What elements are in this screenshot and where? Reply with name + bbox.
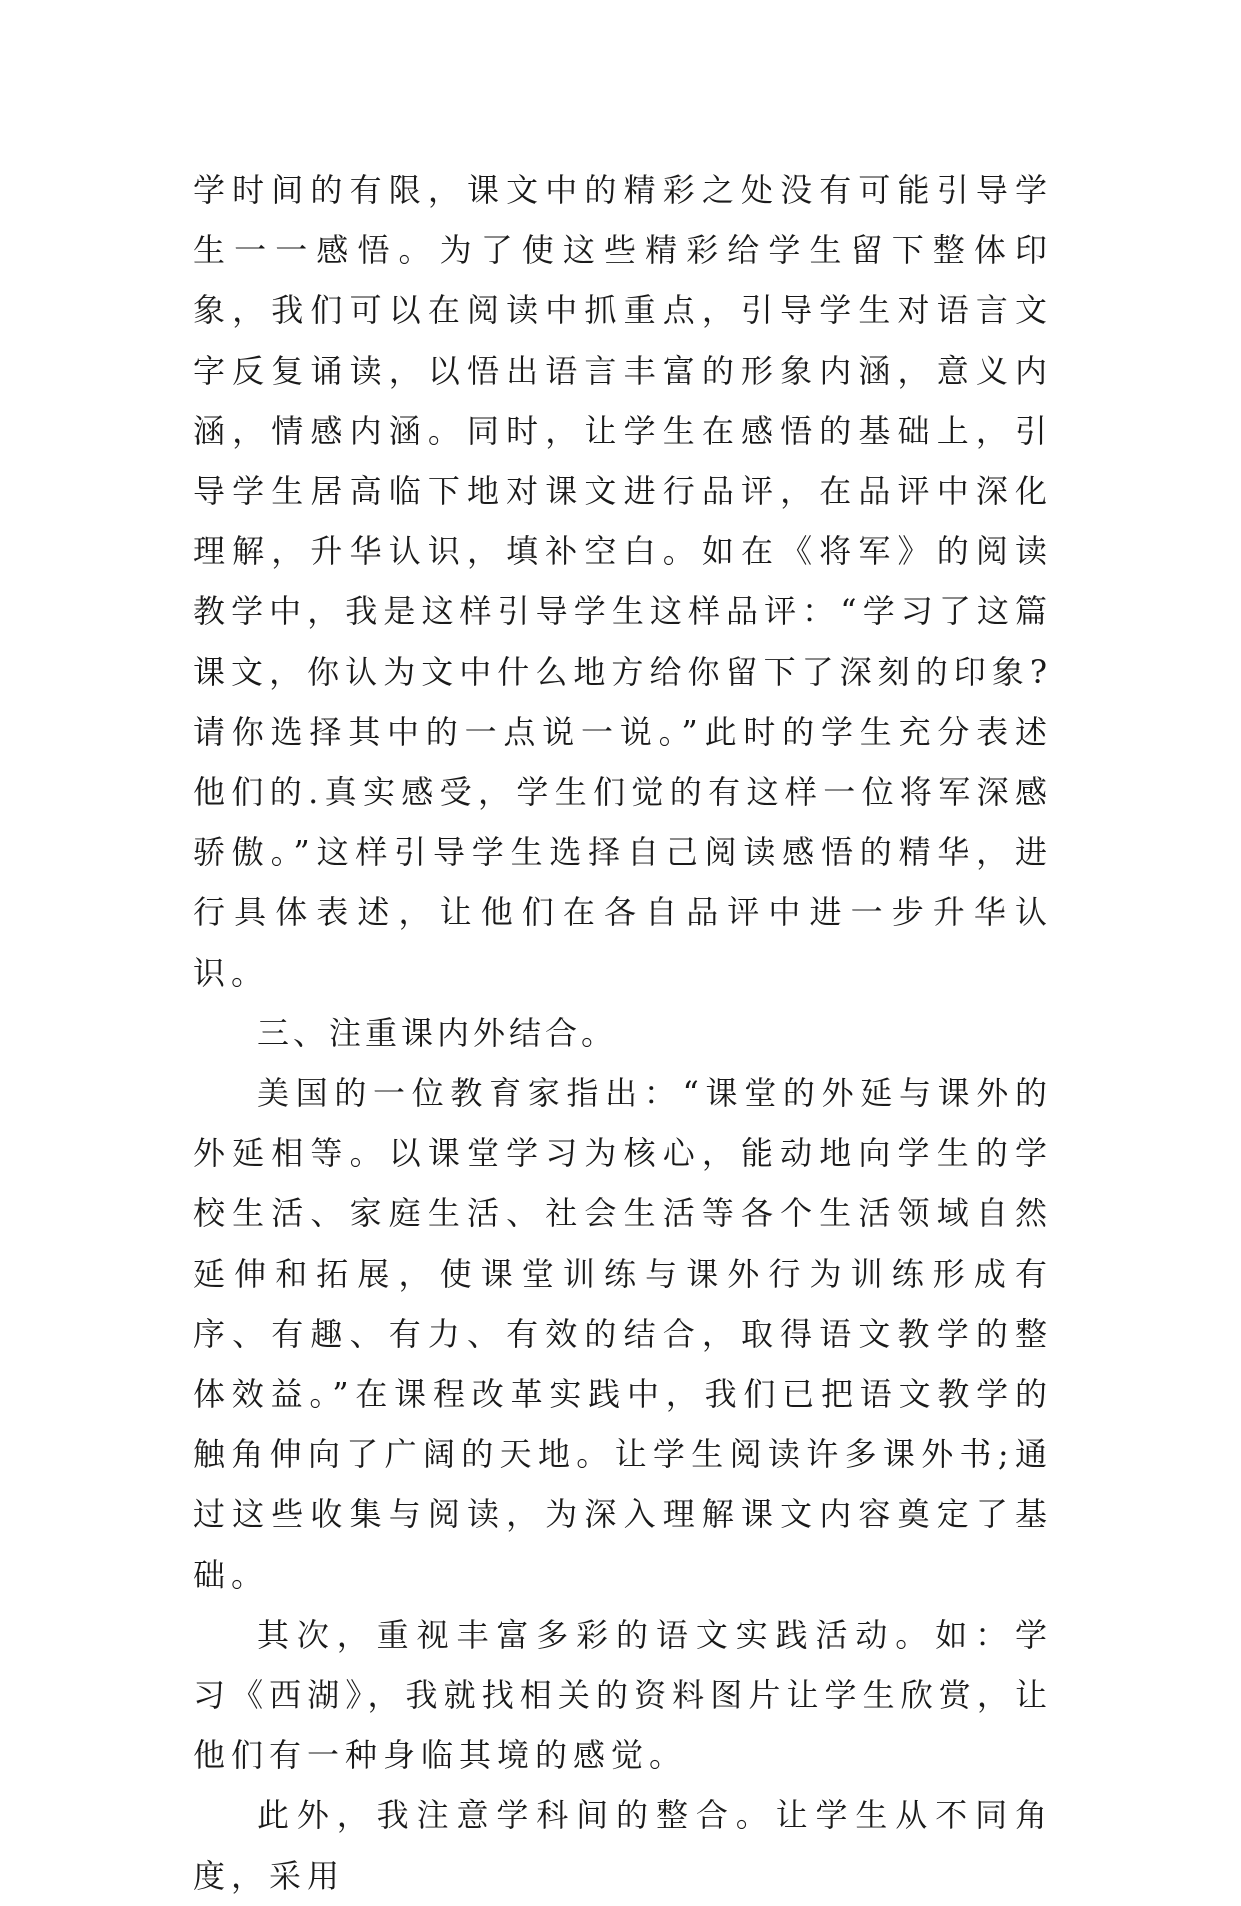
paragraph: 其次，重视丰富多彩的语文实践活动。如：学习《西湖》，我就找相关的资料图片让学生欣赏，让他们有一种身临其境的感觉。	[193, 1615, 1053, 1775]
section-heading: 三、注重课内外结合。	[257, 1013, 618, 1052]
paragraph: 美国的一位教育家指出：“课堂的外延与课外的外延相等。以课堂学习为核心，能动地向学生的学校生活、家庭生活、社会生活等各个生活领域自然延伸和拓展，使课堂训练与课外行为训练形成有序、有趣、有力、有效的结合，取得语文教学的整体效益。”在课程改革实践中，我们已把语文教学的触角伸向了广阔的天地。让学生阅读许多课外书;通过这些收集与阅读，为深入理解课文内容奠定了基础。	[193, 1074, 1053, 1594]
paragraph-continuation: 学时间的有限，课文中的精彩之处没有可能引导学生一一感悟。为了使这些精彩给学生留下整体印象，我们可以在阅读中抓重点，引导学生对语言文字反复诵读，以悟出语言丰富的形象内涵，意义内涵，情感内涵。同时，让学生在感悟的基础上，引导学生居高临下地对课文进行品评，在品评中深化理解，升华认识，填补空白。如在《将军》的阅读教学中，我是这样引导学生这样品评：“学习了这篇课文，你认为文中什么地方给你留下了深刻的印象?请你选择其中的一点说一说。”此时的学生充分表述他们的.真实感受，学生们觉的有这样一位将军深感骄傲。”这样引导学生选择自己阅读感悟的精华，进行具体表述，让他们在各自品评中进一步升华认识。	[193, 171, 1053, 992]
paragraph: 此外，我注意学科间的整合。让学生从不同角度，采用	[193, 1796, 1053, 1895]
document-body	[193, 160, 1053, 1906]
